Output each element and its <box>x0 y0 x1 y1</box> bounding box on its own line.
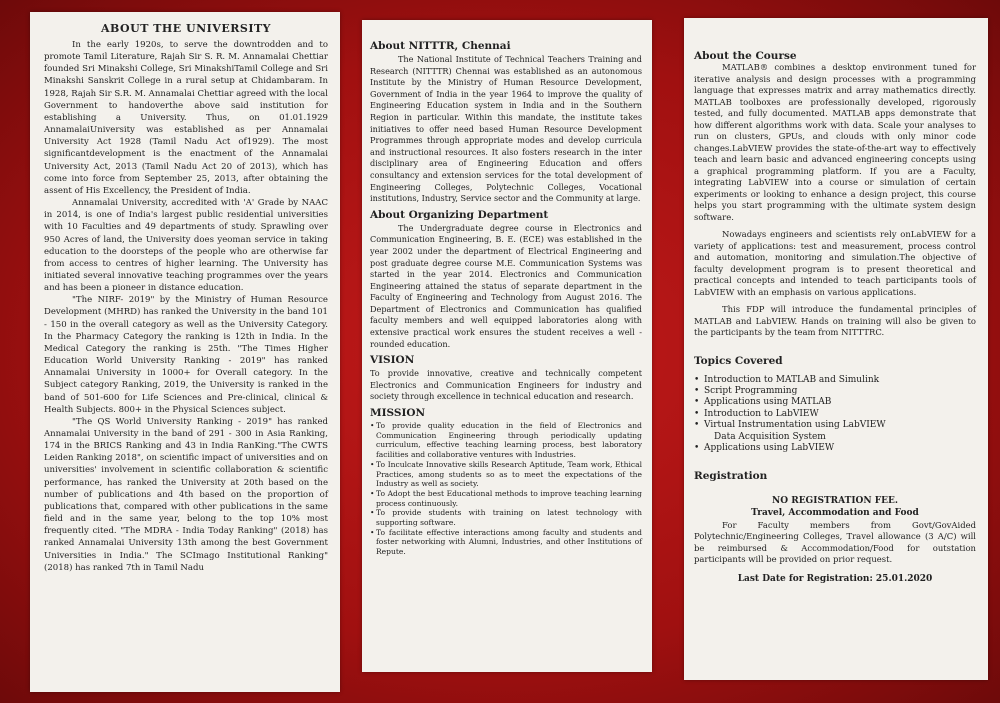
about-nitttr-title: About NITTTR, Chennai <box>370 40 511 52</box>
university-profile-paragraph: Annamalai University, accredited with 'A' Grade by NAAC in 2014, is one of India's largest public residential universities with 10 Faculties and 49 departments of study. Sprawling over 950 Acres of land, the University does yeoman service in taking education to the doorsteps of the people who are otherwise far from access to centres of higher learning. The University has initiated several innovative teaching programmes over the years and has been a pioneer in distance education. <box>44 198 328 294</box>
registration-text: For Faculty members from Govt/GovAided Polytechnic/Engineering Colleges, Travel allowance (3 A/C) will be reimbursed & Accommodation/Food for outstation participants will be provided on prior request. <box>694 519 976 565</box>
mission-item: • To provide quality education in the field of Electronics and Communication Engineering through periodically updating curriculum, effective teaching learning process, best laboratory facilities and collaborative ventures with Industries. <box>370 421 642 460</box>
about-nitttr-paragraph: The National Institute of Technical Teachers Training and Research (NITTTR) Chennai was established as an autonomous Institute by the Ministry of Human Resource Development, Government of India in the year 1964 to improve the quality of Engineering Education system in India and in the Southern Region in particular. Within this mandate, the institute takes initiatives to offer need based Human Resource Development Programmes through appropriate modes and develop curricula and instructional resources. It also fosters research in the inter disciplinary area of Engineering Education and offers consultancy and extension services for the total development of Engineering Colleges, Polytechnic Colleges, Vocational institutions, Industry, Service sector and the Community at large. <box>370 54 642 204</box>
about-department-title: About Organizing Department <box>370 208 549 221</box>
topic-item <box>694 420 976 443</box>
travel-accommodation-heading: Travel, Accommodation and Food <box>751 508 919 519</box>
university-nirf-ranking-paragraph: "The NIRF- 2019" by the Ministry of Human Resource Development (MHRD) has ranked the University in the band 101 - 150 in the overall category as well as the University Category. In the Pharmacy Category the ranking is 12th in India. In the Medical Category the ranking is 25th. "The Times Higher Education World University Ranking - 2019" has ranked Annamalai University in 1000+ for Overall category. In the Subject category Ranking, 2019, the University is ranked in the band of 501-600 for Life Sciences and Pre-clinical, clinical & Health Subjects. 800+ in the Physical Sciences subject. <box>44 295 328 415</box>
about-department-paragraph: The Undergraduate degree course in Electronics and Communication Engineering, B. E. (ECE) was established in the year 2002 under the department of Electrical Engineering and post graduate degree course M.E. Communication Systems was started in the year 2014. Electronics and Communication Engineering attained the status of separate department in the Faculty of Engineering and Technology from August 2016. The Department of Electronics and Communication has qualified faculty members and well equipped laboratories along with extensive practical work ensures the student receives a well -rounded education. <box>370 222 642 349</box>
mission-item: • To Inculcate Innovative skills Research Aptitude, Team work, Ethical Practices, among students so as to meet the expectations of the Industry as well as society. <box>370 460 642 489</box>
vision-text: To provide innovative, creative and technically competent Electronics and Communication Engineers for industry and society through excellence in technical education and research. <box>370 368 642 402</box>
topics-title: Topics Covered <box>694 354 783 367</box>
mission-title: MISSION <box>370 407 426 420</box>
topic-item: • Applications using LabVIEW <box>694 443 976 454</box>
university-history-paragraph: In the early 1920s, to serve the downtrodden and to promote Tamil Literature, Rajah Sir S. R. M. Annamalai Chettiar founded Sri Minakshi College, Sri MinakshiTamil College and Sri Minakshi Sanskrit College in a rural setup at Chidambaram. In 1928, Rajah Sir S.R. M. Annamalai Chettiar agreed with the local Government to handoverthe above said institution for establishing a University. Thus, on 01.01.1929 AnnamalaiUniversity was established as per Annamalai University Act 1928 (Tamil Nadu Act of1929). The most significantdevelopment is the enactment of the Annamalai University Act, 2013 (Tamil Nadu Act 20 of 2013), which has come into force from September 25, 2013, after obtaining the assent of His Excellency, the President of India. <box>44 40 328 196</box>
institute-panel <box>362 20 652 672</box>
topic-item: • Introduction to LabVIEW <box>694 409 976 420</box>
about-university-title: ABOUT THE UNIVERSITY <box>101 22 271 35</box>
about-course-paragraph: MATLAB® combines a desktop environment tuned for iterative analysis and design processes with a programming language that expresses matrix and array mathematics directly. MATLAB toolboxes are professionally developed, rigorously tested, and fully documented. MATLAB apps demonstrate that how different algorithms work with data. Scale your analyses to run on clusters, GPUs, and clouds with only minor code changes.LabVIEW provides the state-of-the-art way to effectively teach and learn basic and advanced engineering concepts using a graphical programming platform. If you are a Faculty, integrating LabVIEW into a course or simulation of certain experiments or looking to enhance a design project, this course helps you start programming with the ultimate system design software. <box>694 62 976 222</box>
fdp-intro-paragraph: This FDP will introduce the fundamental principles of MATLAB and LabVIEW. Hands on training will also be given to the participants by the team from NITTTRC. <box>694 304 976 337</box>
no-fee-notice: NO REGISTRATION FEE. <box>772 496 898 507</box>
university-qs-ranking-paragraph: "The QS World University Ranking - 2019" has ranked Annamalai University in the band of 291 - 300 in Asia Ranking, 174 in the BRICS Ranking and 43 in India RanKing."The CWTS Leiden Ranking 2018", on scientific impact of universities and on universities' involvement in scientific collaboration & scientific performance, has ranked the University at 20th based on the number of publications and 4th based on the proportion of publications that, compared with other publications in the same field and in the same year, belong to the top 10% most frequently cited. "The MDRA - India Today Ranking" (2018) has ranked Annamalai University 13th among the best Government Universities in India." The SCImago Institutional Ranking" (2018) has ranked 7th in Tamil Nadu <box>44 416 328 573</box>
mission-list <box>370 421 642 557</box>
mission-item: • To Adopt the best Educational methods to improve teaching learning process continuously. <box>370 489 642 508</box>
course-panel <box>684 18 988 680</box>
about-university-panel <box>30 12 340 692</box>
labview-applications-paragraph: Nowadays engineers and scientists rely onLabVIEW for a variety of applications: test and measurement, process control and automation, monitoring and simulation.The objective of faculty development program is to present theoretical and practical concepts and intended to teach participants tools of LabVIEW with an emphasis on various applications. <box>694 229 976 297</box>
topic-item-text: Virtual Instrumentation using LabVIEW <box>704 420 886 431</box>
mission-item: • To provide students with training on latest technology with supporting software. <box>370 508 642 527</box>
topic-sub-item: Data Acquisition System <box>714 431 826 442</box>
topic-item: • Applications using MATLAB <box>694 397 976 408</box>
topic-item: • Introduction to MATLAB and Simulink <box>694 375 976 386</box>
vision-title: VISION <box>370 354 415 367</box>
topics-list <box>694 375 976 455</box>
about-course-title: About the Course <box>694 50 797 62</box>
mission-item: • To facilitate effective interactions among faculty and students and foster networking with Alumni, Industries, and other Institutions of Repute. <box>370 528 642 557</box>
topic-item: • Script Programming <box>694 386 976 397</box>
registration-title: Registration <box>694 470 768 483</box>
registration-deadline: Last Date for Registration: 25.01.2020 <box>737 573 933 584</box>
